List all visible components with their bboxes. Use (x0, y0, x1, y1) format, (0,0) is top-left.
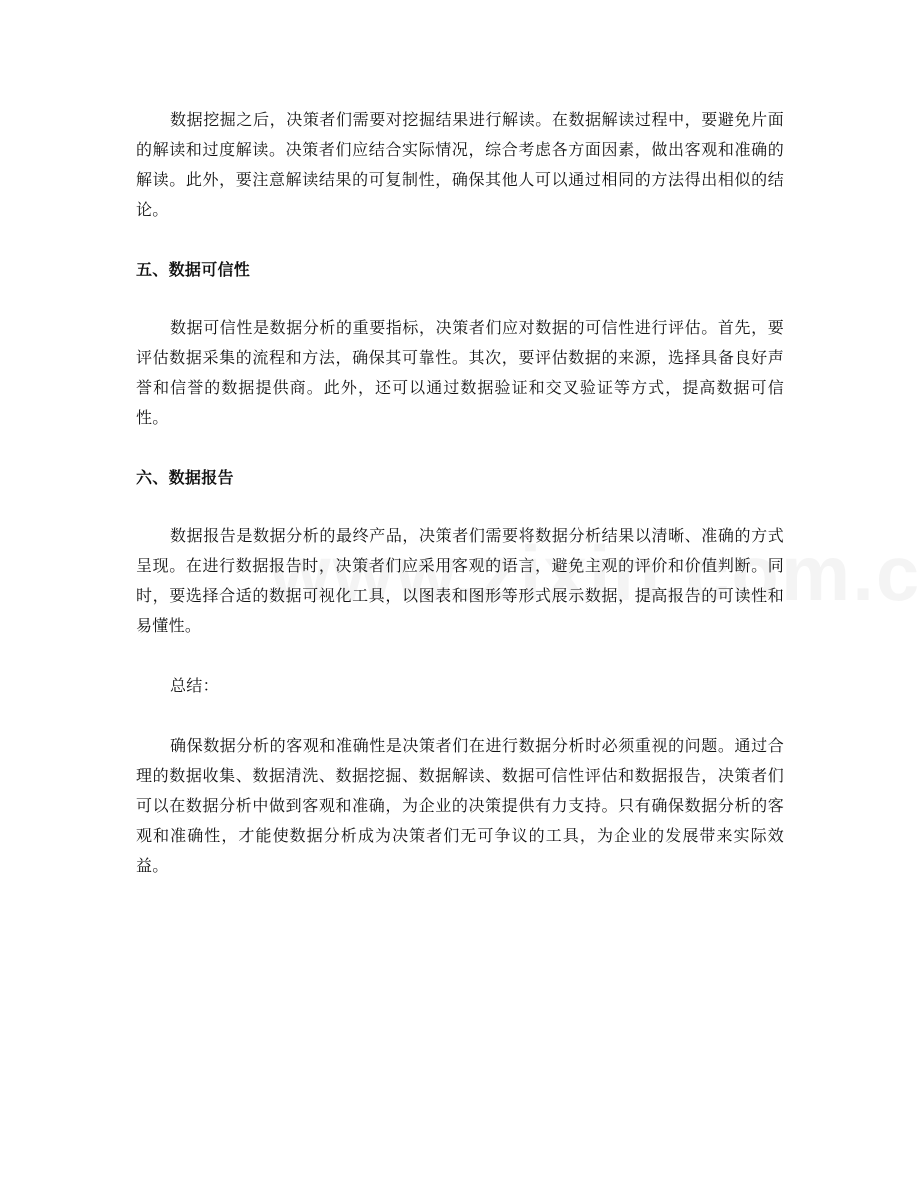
heading-data-report: 六、数据报告 (136, 468, 234, 487)
document-page (136, 105, 784, 881)
paragraph-data-report: 数据报告是数据分析的最终产品，决策者们需要将数据分析结果以清晰、准确的方式呈现。在进行数据报告时，决策者们应采用客观的语言，避免主观的评价和价值判断。同时，要选择合适的数据可视化工具，以图表和图形等形式展示数据，提高报告的可读性和易懂性。 (136, 526, 784, 635)
paragraph-data-credibility: 数据可信性是数据分析的重要指标，决策者们应对数据的可信性进行评估。首先，要评估数据采集的流程和方法，确保其可靠性。其次，要评估数据的来源，选择具备良好声誉和信誉的数据提供商。此外，还可以通过数据验证和交叉验证等方式，提高数据可信性。 (136, 318, 784, 427)
heading-data-credibility: 五、数据可信性 (136, 260, 251, 279)
summary-label: 总结： (170, 676, 219, 695)
paragraph-data-interpretation: 数据挖掘之后，决策者们需要对挖掘结果进行解读。在数据解读过程中，要避免片面的解读和过度解读。决策者们应结合实际情况，综合考虑各方面因素，做出客观和准确的解读。此外，要注意解读结果的可复制性，确保其他人可以通过相同的方法得出相似的结论。 (136, 110, 784, 219)
paragraph-summary: 确保数据分析的客观和准确性是决策者们在进行数据分析时必须重视的问题。通过合理的数据收集、数据清洗、数据挖掘、数据解读、数据可信性评估和数据报告，决策者们可以在数据分析中做到客观和准确，为企业的决策提供有力支持。只有确保数据分析的客观和准确性，才能使数据分析成为决策者们无可争议的工具，为企业的发展带来实际效益。 (136, 736, 784, 875)
